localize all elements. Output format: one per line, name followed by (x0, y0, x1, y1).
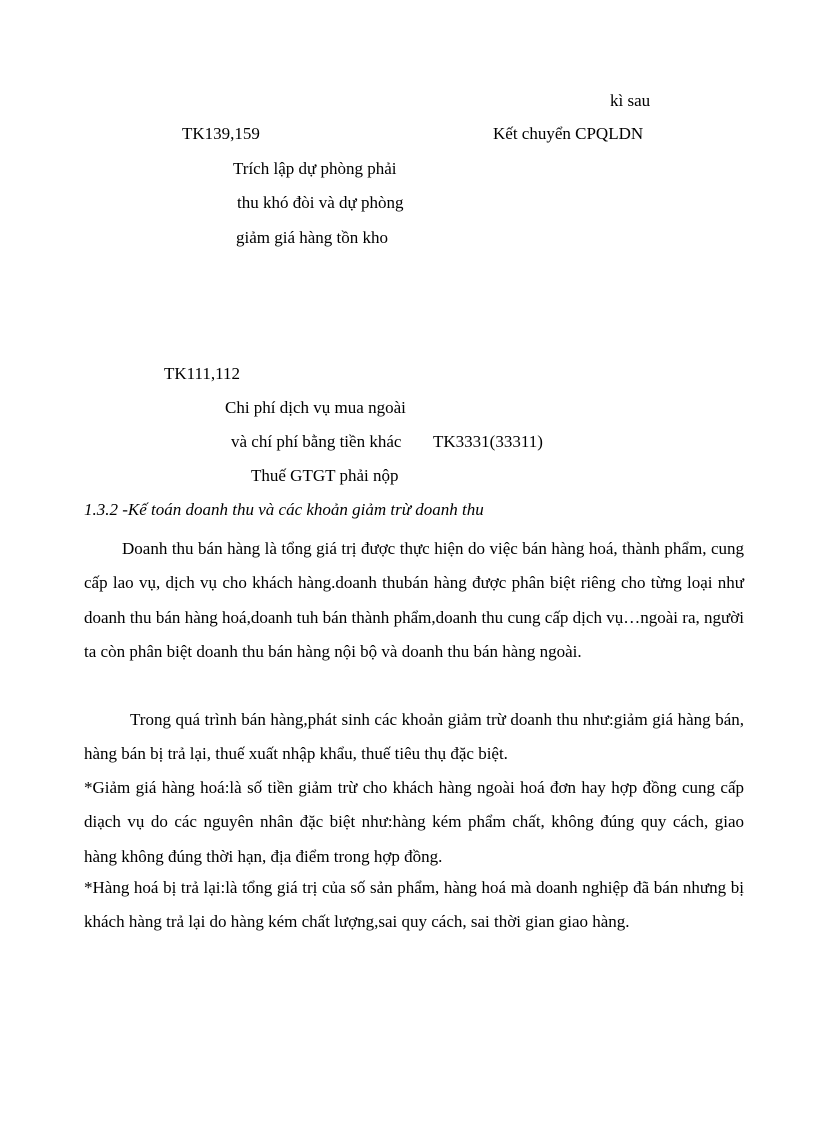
label-trich-lap-line3: giảm giá hàng tồn kho (236, 228, 389, 247)
label-chi-phi-line1: Chi phí dịch vụ mua ngoài (225, 398, 406, 417)
label-tk111-112: TK111,112 (164, 364, 241, 383)
label-thue-gtgt: Thuế GTGT phải nộp (251, 466, 399, 485)
label-trich-lap-line2: thu khó đòi và dự phòng (237, 193, 404, 212)
label-tk3331: TK3331(33311) (433, 432, 543, 451)
paragraph-hang-tra-lai: *Hàng hoá bị trả lại:là tổng giá trị của số sản phẩm, hàng hoá mà doanh nghiệp đã bán nhưng bị khách hàng trả lại do hàng kém chất lượng,sai quy cách, sai thời gian giao hàng. (84, 878, 744, 932)
label-tk139-159: TK139,159 (182, 124, 260, 143)
label-chi-phi-line2: và chí phí bằng tiền khác (231, 432, 402, 451)
section-heading: 1.3.2 -Kế toán doanh thu và các khoản giảm trừ doanh thu (84, 500, 484, 519)
label-trich-lap-line1: Trích lập dự phòng phải (233, 159, 397, 178)
label-ket-chuyen: Kết chuyển CPQLDN (493, 124, 644, 143)
label-ki-sau: kì sau (610, 91, 651, 110)
paragraph-giam-tru: Trong quá trình bán hàng,phát sinh các khoản giảm trừ doanh thu như:giảm giá hàng bán, hàng bán bị trả lại, thuế xuất nhập khẩu, thuế tiêu thụ đặc biệt. (84, 710, 744, 764)
paragraph-giam-gia: *Giảm giá hàng hoá:là số tiền giảm trừ cho khách hàng ngoài hoá đơn hay hợp đồng cung cấp diạch vụ do các nguyên nhân đặc biệt như:hàng kém phẩm chất, không đúng quy cách, giao hàng không đúng thời hạn, địa điểm trong hợp đồng. (84, 778, 744, 866)
paragraph-doanh-thu: Doanh thu bán hàng là tổng giá trị được thực hiện do việc bán hàng hoá, thành phẩm, cung cấp lao vụ, dịch vụ cho khách hàng.doanh thubán hàng được phân biệt riêng cho từng loại như doanh thu bán hàng hoá,doanh tuh bán thành phẩm,doanh thu cung cấp dịch vụ…ngoài ra, người ta còn phân biệt doanh thu bán hàng nội bộ và doanh thu bán hàng ngoài. (84, 539, 744, 661)
